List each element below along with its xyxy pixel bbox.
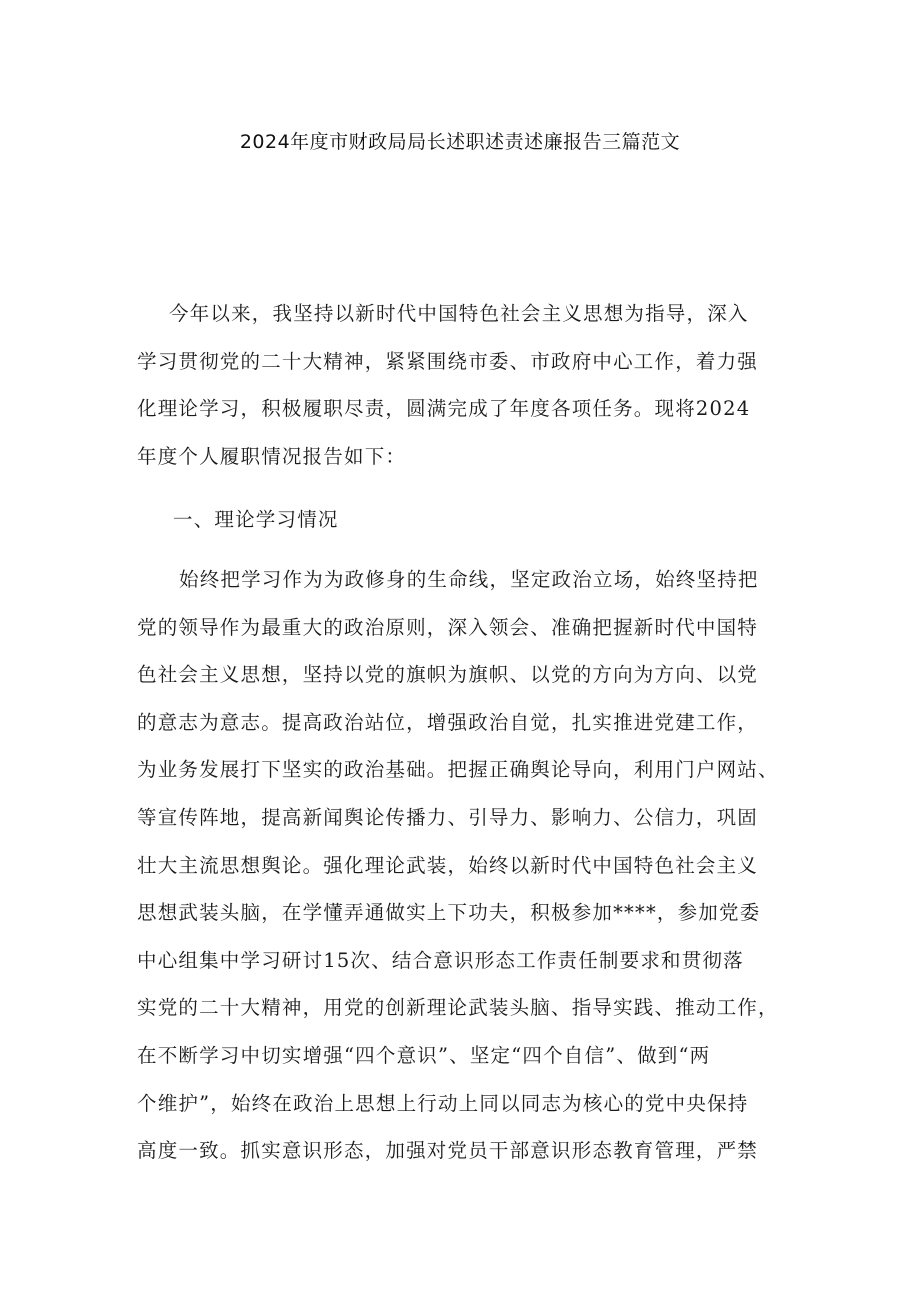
intro-line: 今年以来，我坚持以新时代中国特色社会主义思想为指导，深入 [169, 302, 749, 325]
section-heading [137, 496, 787, 544]
paragraph-line: 个维护”，始终在政治上思想上行动上同以同志为核心的党中央保持 [137, 1091, 749, 1115]
paragraph-line: 高度一致。抓实意识形态，加强对党员干部意识形态教育管理，严禁 [137, 1139, 759, 1163]
paragraph-line: 的意志为意志。提高政治站位，增强政治自觉，扎实推进党建工作， [137, 710, 759, 734]
section-1-heading: 一、理论学习情况 [173, 508, 339, 531]
paragraph-line: 在不断学习中切实增强“四个意识”、坚定“四个自信”、做到“两 [137, 1043, 711, 1067]
paragraph-line: 为业务发展打下坚实的政治基础。把握正确舆论导向，利用门户网站、 [137, 758, 779, 782]
paragraph-line: 思想武装头脑，在学懂弄通做实上下功夫，积极参加****，参加党委 [137, 901, 761, 925]
paragraph-line: 实党的二十大精神，用党的创新理论武装头脑、指导实践、推动工作， [137, 996, 779, 1020]
intro-line: 学习贯彻党的二十大精神，紧紧围绕市委、市政府中心工作，着力强 [137, 349, 759, 373]
intro-paragraph [137, 290, 787, 480]
paragraph-line: 色社会主义思想，坚持以党的旗帜为旗帜、以党的方向为方向、以党 [137, 663, 759, 687]
paragraph-line: 壮大主流思想舆论。强化理论武装，始终以新时代中国特色社会主义 [137, 853, 759, 877]
paragraph-line: 始终把学习作为为政修身的生命线，坚定政治立场，始终坚持把 [179, 568, 759, 591]
section-1-paragraph [137, 556, 787, 1175]
intro-line: 化理论学习，积极履职尽责，圆满完成了年度各项任务。现将2024 [137, 397, 751, 421]
paragraph-line: 中心组集中学习研讨15次、结合意识形态工作责任制要求和贯彻落 [137, 948, 744, 972]
paragraph-line: 等宣传阵地，提高新闻舆论传播力、引导力、影响力、公信力，巩固 [137, 805, 759, 829]
paragraph-line: 党的领导作为最重大的政治原则，深入领会、准确把握新时代中国特 [137, 615, 759, 639]
document-title: 2024年度市财政局局长述职述责述廉报告三篇范文 [239, 131, 681, 153]
intro-line: 年度个人履职情况报告如下： [137, 444, 407, 468]
